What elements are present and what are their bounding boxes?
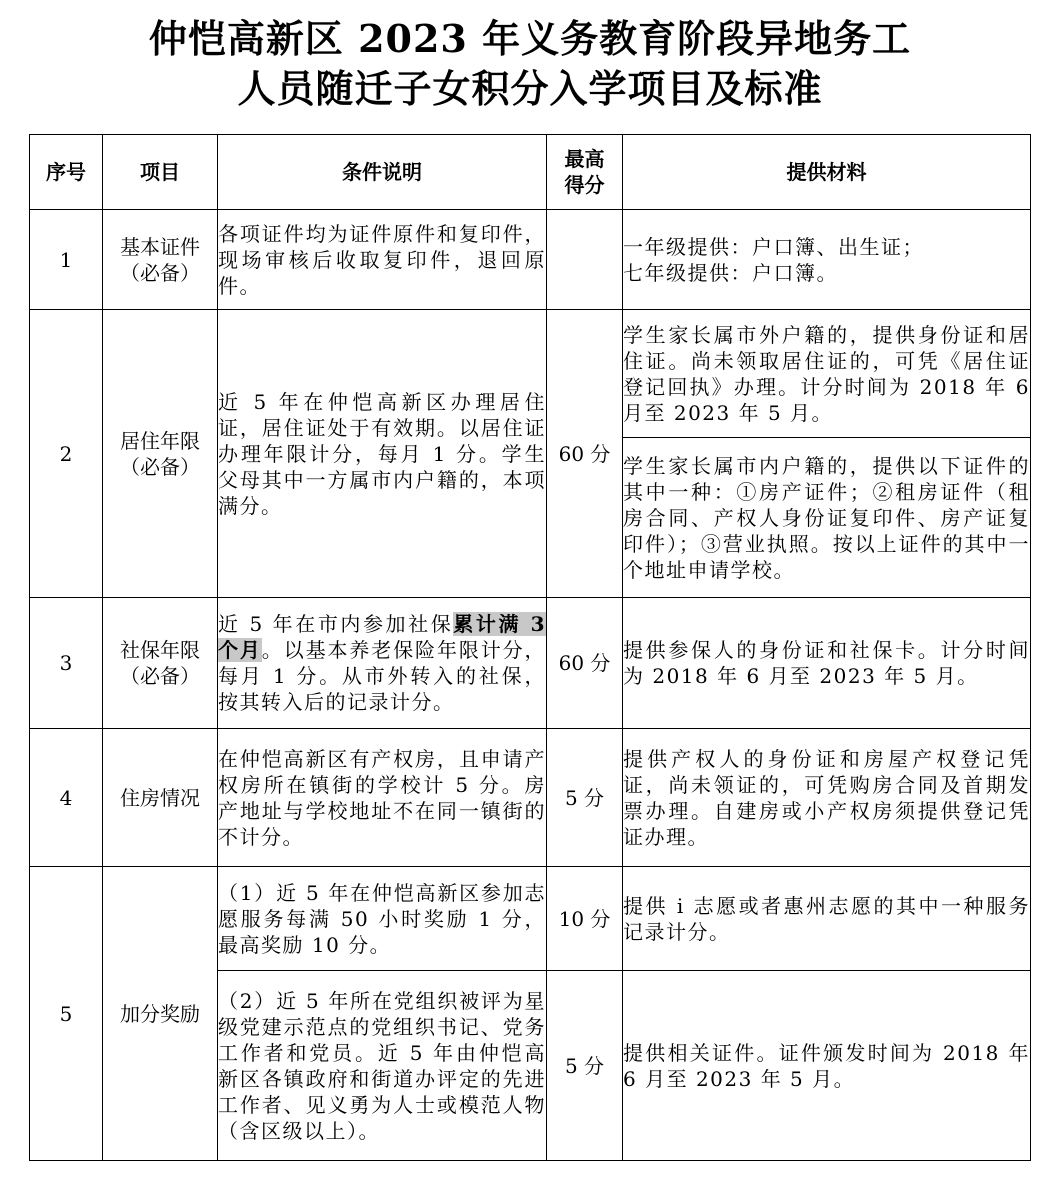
condition-highlight: 累计满 3 个月 [218,612,546,662]
row-item: 加分奖励 [103,867,218,1161]
header-row [30,135,1031,210]
row-item [103,598,218,729]
row-no: 1 [30,210,103,310]
row-condition: 在仲恺高新区有产权房，且申请产权房所在镇街的学校计 5 分。房产地址与学校地址不在同一镇街的不计分。 [218,729,547,867]
row-score: 5 分 [547,729,623,867]
table-row [30,210,1031,310]
criteria-table [29,134,1031,1161]
header-score-line2: 得分 [564,173,605,197]
row-no: 5 [30,867,103,1161]
row-score: 5 分 [547,971,623,1161]
row-item: 住房情况 [103,729,218,867]
header-condition: 条件说明 [218,135,547,210]
row-item-line1: 基本证件 [120,234,200,259]
row-material-b: 学生家长属市内户籍的，提供以下证件的其中一种：①房产证件；②租房证件（租房合同、产权人身份证复印件、房产证复印件）；③营业执照。按以上证件的其中一个地址申请学校。 [623,438,1031,598]
header-score [547,135,623,210]
table-row [30,729,1031,867]
row-material-line2: 七年级提供：户口簿。 [623,260,838,285]
row-item-line2: （必备） [120,664,200,688]
table-row [30,310,1031,438]
row-score: 60 分 [547,598,623,729]
row-material: 提供 i 志愿或者惠州志愿的其中一种服务记录计分。 [623,867,1031,971]
condition-text: 近 5 年在市内参加社保 [218,612,454,636]
row-condition [218,598,547,729]
row-item-line2: （必备） [120,260,200,285]
row-item-line1: 社保年限 [120,638,200,662]
row-material: 提供相关证件。证件颁发时间为 2018 年 6 月至 2023 年 5 月。 [623,971,1031,1161]
title-line-2: 人员随迁子女积分入学项目及标准 [237,66,823,111]
row-score [547,210,623,310]
header-no: 序号 [30,135,103,210]
header-material: 提供材料 [623,135,1031,210]
row-no: 4 [30,729,103,867]
row-item-line2: （必备） [120,454,200,479]
row-material: 提供参保人的身份证和社保卡。计分时间为 2018 年 6 月至 2023 年 5 月。 [623,598,1031,729]
row-score: 10 分 [547,867,623,971]
row-item-line1: 居住年限 [120,428,200,453]
row-material-line1: 一年级提供：户口簿、出生证； [623,234,924,259]
document-title [0,14,1060,114]
row-condition: 各项证件均为证件原件和复印件，现场审核后收取复印件，退回原件。 [218,210,547,310]
condition-text: 。以基本养老保险年限计分，每月 1 分。从市外转入的社保，按其转入后的记录计分。 [218,638,547,714]
row-material: 提供产权人的身份证和房屋产权登记凭证，尚未领证的，可凭购房合同及首期发票办理。自建房或小产权房须提供登记凭证办理。 [623,729,1031,867]
row-item [103,310,218,598]
row-score: 60 分 [547,310,623,598]
row-no: 2 [30,310,103,598]
header-score-line1: 最高 [564,147,605,171]
row-condition: 近 5 年在仲恺高新区办理居住证，居住证处于有效期。以居住证办理年限计分，每月 1 分。学生父母其中一方属市内户籍的，本项满分。 [218,310,547,598]
row-material [623,210,1031,310]
row-material-a: 学生家长属市外户籍的，提供身份证和居住证。尚未领取居住证的，可凭《居住证登记回执》办理。计分时间为 2018 年 6 月至 2023 年 5 月。 [623,310,1031,438]
header-item: 项目 [103,135,218,210]
table-row [30,598,1031,729]
title-line-1: 仲恺高新区 2023 年义务教育阶段异地务工 [148,16,912,61]
row-no: 3 [30,598,103,729]
row-condition: （1）近 5 年在仲恺高新区参加志愿服务每满 50 小时奖励 1 分，最高奖励 10 分。 [218,867,547,971]
row-condition: （2）近 5 年所在党组织被评为星级党建示范点的党组织书记、党务工作者和党员。近 5 年由仲恺高新区各镇政府和街道办评定的先进工作者、见义勇为人士或模范人物（含区级以上）。 [218,971,547,1161]
table-row [30,867,1031,971]
row-item [103,210,218,310]
